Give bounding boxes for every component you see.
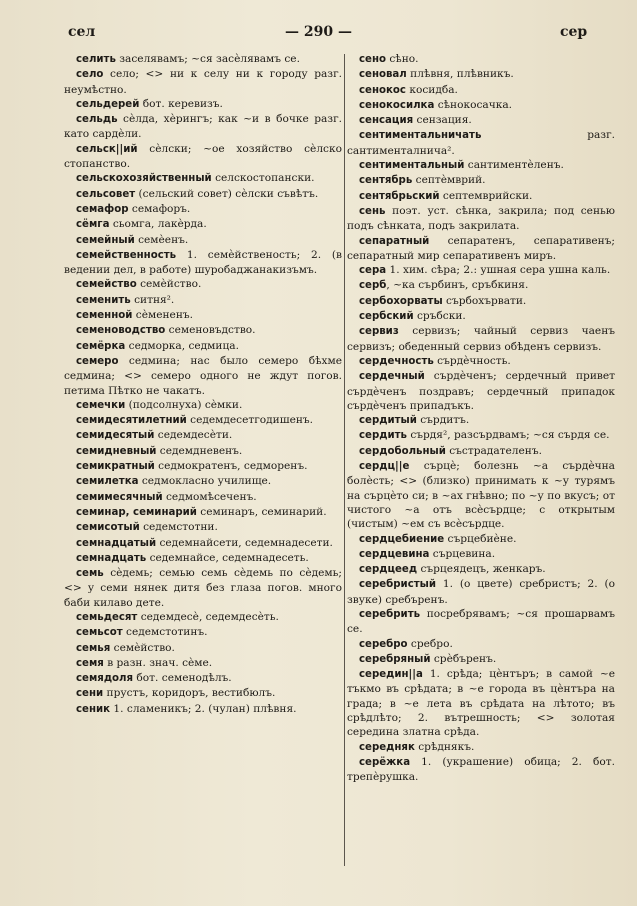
entry-headword: семьсот <box>76 627 123 639</box>
entry-translation: посребрявамъ; ~ся прошарвамъ се. <box>347 607 615 636</box>
entry-translation: (подсолнуха) сѐмки. <box>125 398 243 411</box>
entry-headword: сентиментальный <box>359 160 465 172</box>
entry-headword: сентиментальничать <box>359 130 482 142</box>
entry-translation: сърцѐ; болезнь ~а сърдѐчна болѐсть; <> (близко) принимать к ~у турямъ на сърцѐто си; в ~ах гнѣвно; по ~у по вкусъ; от чистого ~а отъ всѐсърдце; с открытым (чистым) ~ем съ всѐсърдце. <box>347 460 615 531</box>
header-right-guide-word: сер <box>560 24 588 40</box>
dictionary-entry <box>64 413 342 428</box>
entry-headword: сеник <box>76 703 111 715</box>
entry-headword: сердобольный <box>359 445 446 457</box>
entry-headword: сеновал <box>359 69 407 81</box>
dictionary-entry <box>347 444 615 459</box>
entry-translation: село; <> ни к селу ни к городу разг. неумѣстно. <box>64 68 342 96</box>
entry-translation: 1. семѐйственость; 2. (в ведении дел, в работе) шуробаджанакизъмъ. <box>64 248 342 277</box>
dictionary-entry <box>347 459 615 531</box>
entry-headword: сердцевина <box>359 548 430 560</box>
entry-headword: семечки <box>76 399 126 411</box>
entry-headword: семисотый <box>76 522 140 534</box>
entry-translation: седмокласно училище. <box>138 475 272 488</box>
right-column <box>347 52 615 898</box>
dictionary-entry <box>347 562 615 577</box>
entry-translation: седемдесѐти. <box>154 429 233 442</box>
dictionary-entry <box>347 309 615 324</box>
entry-headword: семья <box>76 642 111 654</box>
entry-translation: седмина; нас было семеро бѣхме седмина; <> семеро одного не ждут погов. петима Пѣтко не чакатъ. <box>64 354 342 397</box>
dictionary-entry <box>347 740 615 755</box>
page-header <box>0 24 637 44</box>
entry-headword: семикратный <box>76 461 155 473</box>
entry-translation: плѣвня, плѣвникъ. <box>406 68 514 81</box>
entry-headword: сердечный <box>359 371 425 383</box>
entry-translation: семѐйство. <box>110 641 175 654</box>
header-page-number: — 290 — <box>285 24 352 40</box>
entry-headword: семядоля <box>76 673 134 685</box>
entry-headword: семёрка <box>76 340 126 352</box>
entry-translation: септемврийски. <box>439 189 533 202</box>
dictionary-entry <box>64 625 342 640</box>
dictionary-entry <box>64 490 342 505</box>
dictionary-entry <box>64 686 342 701</box>
entry-headword: сёмга <box>76 219 110 231</box>
entry-headword: сербохорваты <box>359 295 443 307</box>
entry-translation: сѣно. <box>386 53 419 65</box>
entry-translation: състрадателенъ. <box>445 444 542 457</box>
entry-translation: косидба. <box>405 83 458 96</box>
entry-headword: семеноводство <box>76 325 166 337</box>
dictionary-entry <box>64 551 342 566</box>
dictionary-entry <box>64 444 342 459</box>
entry-headword: сельск||ий <box>76 143 138 155</box>
entry-headword: сенсация <box>359 115 414 127</box>
entry-translation: седемнайсети, седемнадесети. <box>156 536 333 549</box>
entry-headword: сельдерей <box>76 98 140 110</box>
entry-headword: сельскохозяйственный <box>76 173 212 185</box>
entry-translation: 1. (о цвете) сребристъ; 2. (о звуке) сребъренъ. <box>347 578 615 606</box>
entry-translation: 1. срѣда; цѐнтъръ; в самой ~е тъкмо въ срѣдата; в ~е города въ цѐнтъра на града; в ~е лета въ срѣдата на лѣтото; въ срѣдлѣто; 2. вътрешность; <> золотая середина златна срѣда. <box>347 668 615 739</box>
entry-headword: сенокос <box>359 84 406 96</box>
entry-headword: сердить <box>359 430 407 442</box>
entry-translation: седемстотинъ. <box>122 626 208 639</box>
dictionary-entry <box>64 277 342 292</box>
entry-translation: разг. сантименталнича². <box>347 129 615 157</box>
entry-translation: сѣнокосачка. <box>434 98 513 111</box>
entry-headword: семейственность <box>76 249 177 261</box>
dictionary-entry <box>347 755 615 785</box>
entry-headword: сепаратный <box>359 235 430 247</box>
entry-headword: селить <box>76 54 116 65</box>
entry-translation: сантиментѐленъ. <box>464 159 564 172</box>
dictionary-entry <box>347 173 615 188</box>
entry-translation: сѐдемь; семью семь сѐдемь по сѐдемь; <> у семи нянек дитя без глаза погов. много баби килаво дете. <box>64 567 342 609</box>
entry-headword: семилетка <box>76 476 139 488</box>
entry-headword: семинар, семинарий <box>76 506 197 518</box>
dictionary-entry <box>64 308 342 323</box>
entry-headword: сельсовет <box>76 188 136 200</box>
column-divider <box>344 54 345 866</box>
dictionary-entry <box>347 128 615 158</box>
dictionary-entry <box>347 294 615 309</box>
entry-translation: сервизъ; чайный сервиз чаенъ сервизъ; обеденный сервиз обѣденъ сервизъ. <box>347 325 615 353</box>
dictionary-entry <box>64 656 342 671</box>
entry-translation: бот. керевизъ. <box>139 97 223 110</box>
dictionary-entry <box>347 98 615 113</box>
dictionary-entry <box>64 459 342 474</box>
dictionary-entry <box>64 428 342 443</box>
entry-headword: семеро <box>76 355 119 367</box>
entry-translation: седемдесетгодишенъ. <box>186 414 314 427</box>
dictionary-entry <box>64 354 342 398</box>
dictionary-entry <box>347 637 615 652</box>
entry-translation: 1. хим. сѣра; 2.: ушная сера ушна каль. <box>386 264 611 277</box>
entry-headword: семенной <box>76 310 133 322</box>
entry-headword: серебро <box>359 638 408 650</box>
dictionary-entry <box>64 233 342 248</box>
entry-headword: сенокосилка <box>359 99 435 111</box>
dictionary-entry <box>64 702 342 717</box>
dictionary-entry <box>64 398 342 413</box>
dictionary-entry <box>347 667 615 739</box>
entry-translation: седмократенъ, седморенъ. <box>154 460 308 473</box>
entry-translation: 1. сламеникъ; 2. (чулан) плѣвня. <box>110 702 297 715</box>
entry-headword: сердитый <box>359 415 417 427</box>
entry-headword: серёжка <box>359 756 411 768</box>
entry-translation: семинаръ, семинарий. <box>196 505 327 518</box>
entry-translation: 1. (украшение) обица; 2. бот. трепѐрушка. <box>347 755 615 784</box>
entry-translation: сѐлда, хѐрингъ; как ~и в бочке разг. като сардѐли. <box>64 113 342 141</box>
dictionary-entry <box>347 278 615 293</box>
dictionary-entry <box>347 354 615 369</box>
entry-translation: селскостопански. <box>211 172 315 185</box>
dictionary-entry <box>64 171 342 186</box>
entry-headword: село <box>76 69 104 81</box>
dictionary-entry <box>64 641 342 656</box>
dictionary-entry <box>347 547 615 562</box>
entry-translation: сърцевина. <box>429 547 496 560</box>
entry-translation: сърбохървати. <box>442 294 527 307</box>
dictionary-entry <box>347 113 615 128</box>
entry-translation: прустъ, коридоръ, вестибюлъ. <box>103 687 276 700</box>
entry-headword: сентябрьский <box>359 190 440 202</box>
dictionary-entry <box>64 536 342 551</box>
entry-headword: семенить <box>76 294 131 306</box>
dictionary-entry <box>347 204 615 234</box>
entry-headword: семь <box>76 568 104 580</box>
entry-headword: середин||а <box>359 669 423 681</box>
entry-translation: сърдѐченъ; сердечный привет сърдѐченъ поздравъ; сердечный припадок сърдѐченъ припадъкъ. <box>347 370 615 412</box>
entry-headword: сердц||е <box>359 461 410 473</box>
entry-headword: семидневный <box>76 445 157 457</box>
entry-headword: сервиз <box>359 326 399 338</box>
dictionary-entry <box>347 577 615 607</box>
entry-translation: сърцеядецъ, женкаръ. <box>417 563 546 576</box>
dictionary-entry <box>347 158 615 173</box>
entry-headword: сербский <box>359 311 414 323</box>
entry-headword: семнадцатый <box>76 537 157 549</box>
entry-translation: седемнайсе, седемнадесеть. <box>146 551 309 564</box>
entry-headword: сень <box>359 205 386 217</box>
entry-translation: семафоръ. <box>128 202 191 215</box>
dictionary-entry <box>64 293 342 308</box>
entry-headword: семидесятый <box>76 430 155 442</box>
dictionary-entry <box>64 248 342 278</box>
dictionary-entry <box>347 189 615 204</box>
entry-translation: сърцебиѐне. <box>444 532 517 545</box>
entry-translation: седмомѣсеченъ. <box>162 490 257 503</box>
entry-headword: сени <box>76 688 104 700</box>
entry-translation: поэт. уст. сѣнка, закрила; под сенью подъ сѣнката, подъ закрилата. <box>347 204 615 233</box>
dictionary-entry <box>64 217 342 232</box>
dictionary-entry <box>347 324 615 354</box>
entry-headword: сера <box>359 265 387 277</box>
entry-headword: семнадцать <box>76 552 147 564</box>
entry-headword: семейство <box>76 279 137 291</box>
dictionary-entry <box>64 610 342 625</box>
entry-translation: срѣднякъ. <box>414 740 475 753</box>
entry-translation: сребро. <box>407 637 453 650</box>
entry-translation: срѐбъренъ. <box>430 652 497 665</box>
entry-translation: сърдитъ. <box>416 414 470 427</box>
dictionary-entry <box>64 52 342 67</box>
entry-translation: заселявамъ; ~ся засѐлявамъ се. <box>115 53 300 65</box>
dictionary-entry <box>64 142 342 172</box>
entry-translation: сърдя², разсърдвамъ; ~ся сърдя се. <box>406 429 610 442</box>
dictionary-entry <box>347 234 615 264</box>
entry-headword: сельдь <box>76 114 118 126</box>
entry-headword: сентябрь <box>359 175 413 187</box>
dictionary-entry <box>64 474 342 489</box>
dictionary-entry <box>64 187 342 202</box>
dictionary-entry <box>347 52 615 67</box>
entry-translation: седморка, седмица. <box>125 339 239 352</box>
entry-translation: ситня². <box>130 293 175 306</box>
entry-translation: семѐенъ. <box>134 233 189 246</box>
entry-translation: сьомга, лакѐрда. <box>109 218 207 231</box>
entry-translation: сърдѐчность. <box>433 354 511 367</box>
entry-headword: семафор <box>76 203 129 215</box>
entry-translation: семеновъдство. <box>165 324 256 337</box>
entry-headword: серебристый <box>359 579 436 591</box>
entry-translation: септѐмврий. <box>412 174 486 187</box>
dictionary-entry <box>64 67 342 97</box>
dictionary-entry <box>347 532 615 547</box>
dictionary-entry <box>347 652 615 667</box>
entry-headword: семьдесят <box>76 611 138 623</box>
dictionary-entry <box>64 520 342 535</box>
entry-translation: сръбски. <box>413 310 466 323</box>
entry-headword: сердцеед <box>359 564 418 576</box>
entry-headword: семимесячный <box>76 491 163 503</box>
entry-translation: (сельский совет) сѐлски съвѣтъ. <box>135 187 319 200</box>
entry-translation: сепаратенъ, сепаративенъ; сепаратный мир сепаративенъ миръ. <box>347 234 615 262</box>
entry-translation: седемстотни. <box>139 521 218 534</box>
dictionary-entry <box>347 369 615 413</box>
entry-headword: серебрить <box>359 608 421 620</box>
entry-translation: сѐлски; ~ое хозяйство сѐлско стопанство. <box>64 142 342 171</box>
entry-headword: семя <box>76 657 104 669</box>
dictionary-entry <box>64 112 342 142</box>
dictionary-entry <box>347 67 615 82</box>
dictionary-entry <box>347 413 615 428</box>
entry-translation: сѐмененъ. <box>132 309 193 322</box>
dictionary-entry <box>347 607 615 637</box>
entry-headword: сердечность <box>359 355 434 367</box>
entry-headword: середняк <box>359 741 415 753</box>
entry-headword: серебряный <box>359 653 431 665</box>
entry-translation: в разн. знач. сѐме. <box>103 656 213 669</box>
entry-translation: седемдесѐ, седемдесѐть. <box>137 610 279 623</box>
dictionary-entry <box>347 263 615 278</box>
left-column <box>64 52 342 898</box>
dictionary-entry <box>347 428 615 443</box>
dictionary-entry <box>64 505 342 520</box>
entry-translation: седемдневенъ. <box>156 444 243 457</box>
dictionary-entry <box>64 566 342 610</box>
entry-translation: сензация. <box>413 114 472 127</box>
entry-translation: семѐйство. <box>136 278 202 291</box>
dictionary-entry <box>64 671 342 686</box>
entry-headword: сено <box>359 54 386 65</box>
dictionary-entry <box>347 83 615 98</box>
entry-headword: серб <box>359 280 387 292</box>
entry-headword: сердцебиение <box>359 533 445 545</box>
dictionary-entry <box>64 323 342 338</box>
entry-translation: бот. семенодѣлъ. <box>133 672 232 685</box>
dictionary-entry <box>64 97 342 112</box>
entry-headword: семидесятилетний <box>76 415 187 427</box>
header-left-guide-word: сел <box>68 24 96 40</box>
entry-translation: , ~ка сърбинъ, сръбкиня. <box>386 279 529 292</box>
dictionary-entry <box>64 339 342 354</box>
dictionary-entry <box>64 202 342 217</box>
entry-headword: семейный <box>76 234 135 246</box>
